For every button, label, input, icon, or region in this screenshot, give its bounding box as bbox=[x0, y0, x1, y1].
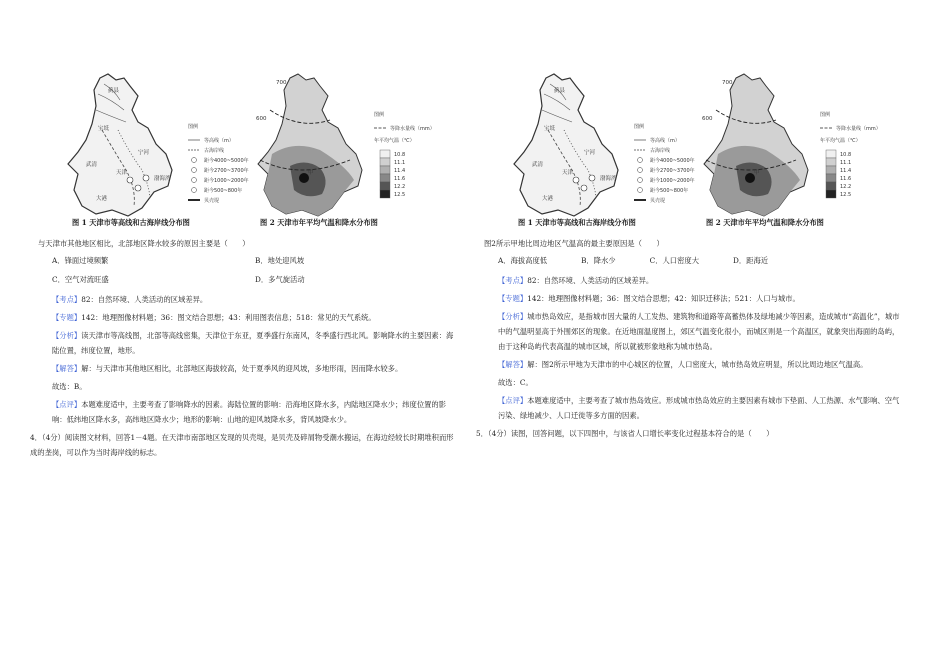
scale-label: 11.4 bbox=[394, 168, 406, 174]
dianping-text: 本题难度适中，主要考查了城市热岛效应。形成城市热岛效应的主要因素有城市下垫面、人工热源、水气影响、空气污染、绿地减少、人口迁徙等多方面的因素。 bbox=[498, 396, 900, 420]
map-label: 大港 bbox=[96, 196, 108, 202]
map-label: 600 bbox=[702, 116, 713, 122]
jieda-text: 解：图2所示甲地为天津市的中心城区的位置，人口密度大，城市热岛效应明显，所以比周边地区气温高。 bbox=[527, 360, 868, 369]
fenxi bbox=[38, 328, 458, 358]
scale-label: 11.6 bbox=[394, 176, 406, 182]
scale-label: 11.1 bbox=[394, 160, 406, 166]
dianping-tag: 【点评】 bbox=[498, 396, 528, 405]
map-label: 渤海湾 bbox=[154, 176, 171, 182]
zhuanti-tag: 【专题】 bbox=[52, 313, 82, 322]
figure1-caption: 图 1 天津市等高线和古海岸线分布图 bbox=[518, 218, 636, 227]
legend-item: 古海岸线 bbox=[204, 148, 225, 154]
option-b: B．降水少 bbox=[581, 256, 616, 265]
fenxi bbox=[484, 309, 904, 354]
jieda-text: 解：与天津市其他地区相比，北部地区海拔较高，处于夏季风的迎风坡，多地形雨，因而降水较多。 bbox=[81, 364, 403, 373]
option-a: A．海拔高度低 bbox=[498, 256, 548, 265]
map-label: 宝坻 bbox=[98, 126, 110, 132]
figure2-caption: 图 2 天津市年平均气温和降水分布图 bbox=[706, 218, 824, 227]
dianping bbox=[484, 393, 904, 423]
legend-title: 图例 bbox=[188, 124, 199, 130]
scale-label: 11.6 bbox=[840, 176, 852, 182]
answer: 故选：B。 bbox=[52, 382, 87, 391]
option-d: D．距海近 bbox=[733, 256, 769, 265]
right-column bbox=[476, 70, 904, 441]
map-label: 武清 bbox=[532, 162, 544, 168]
legend-item: 等高线（m） bbox=[650, 138, 680, 144]
option-c: C．人口密度大 bbox=[649, 256, 699, 265]
legend-item: 距今2700~3700年 bbox=[204, 168, 249, 174]
temperature-map bbox=[250, 70, 450, 230]
temperature-map-figure bbox=[696, 70, 896, 230]
fenxi-tag: 【分析】 bbox=[498, 312, 528, 321]
option-a: A．锋面过境频繁 bbox=[52, 256, 109, 265]
zhuanti bbox=[38, 310, 458, 325]
kaodian-text: 82：自然环境、人类活动的区域差异。 bbox=[81, 295, 208, 304]
legend-title: 图例 bbox=[820, 112, 831, 118]
legend-item: 贝壳堤 bbox=[650, 198, 666, 204]
map-label: 甲 bbox=[754, 170, 760, 176]
scale-label: 12.2 bbox=[840, 184, 852, 190]
question-4: 4．（4分）阅读图文材料，回答1－4题。在天津市南部地区发现的贝壳堤，是贝壳及碎屑物受潮水搬运，在海边经较长时期堆积而形成的垄岗，可以作为当时海岸线的标志。 bbox=[30, 433, 454, 457]
scale-label: 11.1 bbox=[840, 160, 852, 166]
map-label: 宝坻 bbox=[544, 126, 556, 132]
legend-item: 等降水量线（mm） bbox=[836, 126, 881, 132]
contour-map bbox=[38, 70, 258, 230]
kaodian-text: 82：自然环境、人类活动的区域差异。 bbox=[527, 276, 654, 285]
fenxi-tag: 【分析】 bbox=[52, 331, 82, 340]
figure1-caption: 图 1 天津市等高线和古海岸线分布图 bbox=[72, 218, 190, 227]
legend-item: 等高线（m） bbox=[204, 138, 234, 144]
figure-row bbox=[38, 70, 458, 232]
temperature-scale bbox=[826, 150, 851, 198]
kaodian bbox=[484, 273, 904, 288]
legend-item: 年平均气温（℃） bbox=[820, 138, 861, 144]
zhuanti-tag: 【专题】 bbox=[498, 294, 528, 303]
map-label: 宁河 bbox=[584, 150, 596, 156]
legend-item: 距今4000~5000年 bbox=[650, 158, 695, 164]
legend-item: 贝壳堤 bbox=[204, 198, 220, 204]
map-label: 天津 bbox=[562, 170, 574, 176]
temperature-scale bbox=[380, 150, 405, 198]
jieda bbox=[484, 357, 904, 372]
map-label: 600 bbox=[256, 116, 267, 122]
scale-label: 11.4 bbox=[840, 168, 852, 174]
left-column bbox=[30, 70, 458, 460]
map-label: 蓟县 bbox=[108, 88, 120, 94]
legend bbox=[634, 137, 695, 204]
legend-item: 等降水量线（mm） bbox=[390, 126, 435, 132]
contour-map bbox=[484, 70, 704, 230]
legend-item: 年平均气温（℃） bbox=[374, 138, 415, 144]
question-5: 5．（4分）读图，回答问题，以下四图中，与该省人口增长率变化过程基本符合的是（ ） bbox=[476, 429, 774, 438]
scale-label: 10.8 bbox=[840, 152, 852, 158]
temperature-map bbox=[696, 70, 896, 230]
kaodian-tag: 【考点】 bbox=[498, 276, 528, 285]
scale-label: 12.2 bbox=[394, 184, 406, 190]
figure2-caption: 图 2 天津市年平均气温和降水分布图 bbox=[260, 218, 378, 227]
map-label: 宁河 bbox=[138, 150, 150, 156]
scale-label: 10.8 bbox=[394, 152, 406, 158]
map-label: 武清 bbox=[86, 162, 98, 168]
legend-item: 距今500~800年 bbox=[650, 188, 689, 194]
legend-item: 距今2700~3700年 bbox=[650, 168, 695, 174]
temperature-map-figure bbox=[250, 70, 450, 230]
legend bbox=[188, 137, 249, 204]
dianping-tag: 【点评】 bbox=[52, 400, 82, 409]
legend-item: 古海岸线 bbox=[650, 148, 671, 154]
scale-label: 12.5 bbox=[840, 192, 852, 198]
contour-map-figure bbox=[484, 70, 704, 230]
kaodian-tag: 【考点】 bbox=[52, 295, 82, 304]
zhuanti-text: 142：地理图像材料题；36：图文结合思想；42：知识迁移法；521：人口与城市。 bbox=[527, 294, 800, 303]
jieda-tag: 【解答】 bbox=[52, 364, 82, 373]
fenxi-text: 读天津市等高线图，北部等高线密集，天津位于东亚，夏季盛行东南风，冬季盛行西北风。影响降水的主要因素：海陆位置，纬度位置，地形。 bbox=[52, 331, 454, 355]
map-label: 700 bbox=[722, 80, 733, 86]
legend-item: 距今500~800年 bbox=[204, 188, 243, 194]
legend-item: 距今4000~5000年 bbox=[204, 158, 249, 164]
option-d: D．多气旋活动 bbox=[255, 275, 305, 284]
options bbox=[38, 251, 458, 289]
option-c: C．空气对流旺盛 bbox=[52, 275, 109, 284]
map-label: 渤海湾 bbox=[600, 176, 617, 182]
map-label: 大港 bbox=[542, 196, 554, 202]
zhuanti bbox=[484, 291, 904, 306]
dianping-text: 本题难度适中，主要考查了影响降水的因素。海陆位置的影响：沿海地区降水多，内陆地区降水少；纬度位置的影响：低纬地区降水多，高纬地区降水少；地形的影响：山地的迎风坡降水多，背风坡降水少。 bbox=[52, 400, 447, 424]
question-text: 与天津市其他地区相比，北部地区降水较多的原因主要是（ ） bbox=[38, 239, 250, 248]
legend-title: 图例 bbox=[634, 124, 645, 130]
answer: 故选：C。 bbox=[498, 378, 533, 387]
legend-title: 图例 bbox=[374, 112, 385, 118]
options bbox=[484, 251, 904, 270]
question-text: 图2所示甲地比周边地区气温高的最主要原因是（ ） bbox=[484, 239, 664, 248]
kaodian bbox=[38, 292, 458, 307]
jieda-tag: 【解答】 bbox=[498, 360, 528, 369]
map-label: 天津 bbox=[116, 170, 128, 176]
legend-item: 距今1000~2000年 bbox=[650, 178, 695, 184]
map-label: 甲 bbox=[308, 170, 314, 176]
dianping bbox=[38, 397, 458, 427]
figure-row bbox=[484, 70, 904, 232]
map-label: 蓟县 bbox=[554, 88, 566, 94]
legend-item: 距今1000~2000年 bbox=[204, 178, 249, 184]
fenxi-text: 城市热岛效应，是指城市因大量的人工发热、建筑物和道路等高蓄热体及绿地减少等因素，造成城市“高温化”，城市中的气温明显高于外围郊区的现象。在近地面温度图上，郊区气温变化很小，而城区则是一个高温区，就象突出海面的岛屿，由于这种岛屿代表高温的城市区域，所以就被形象地称为城市热岛。 bbox=[498, 312, 900, 351]
zhuanti-text: 142：地理图像材料题；36：图文结合思想；43：利用图表信息；518：常见的天气系统。 bbox=[81, 313, 376, 322]
contour-map-figure bbox=[38, 70, 258, 230]
option-b: B．地处迎风坡 bbox=[255, 256, 305, 265]
map-label: 700 bbox=[276, 80, 287, 86]
scale-label: 12.5 bbox=[394, 192, 406, 198]
jieda bbox=[38, 361, 458, 376]
